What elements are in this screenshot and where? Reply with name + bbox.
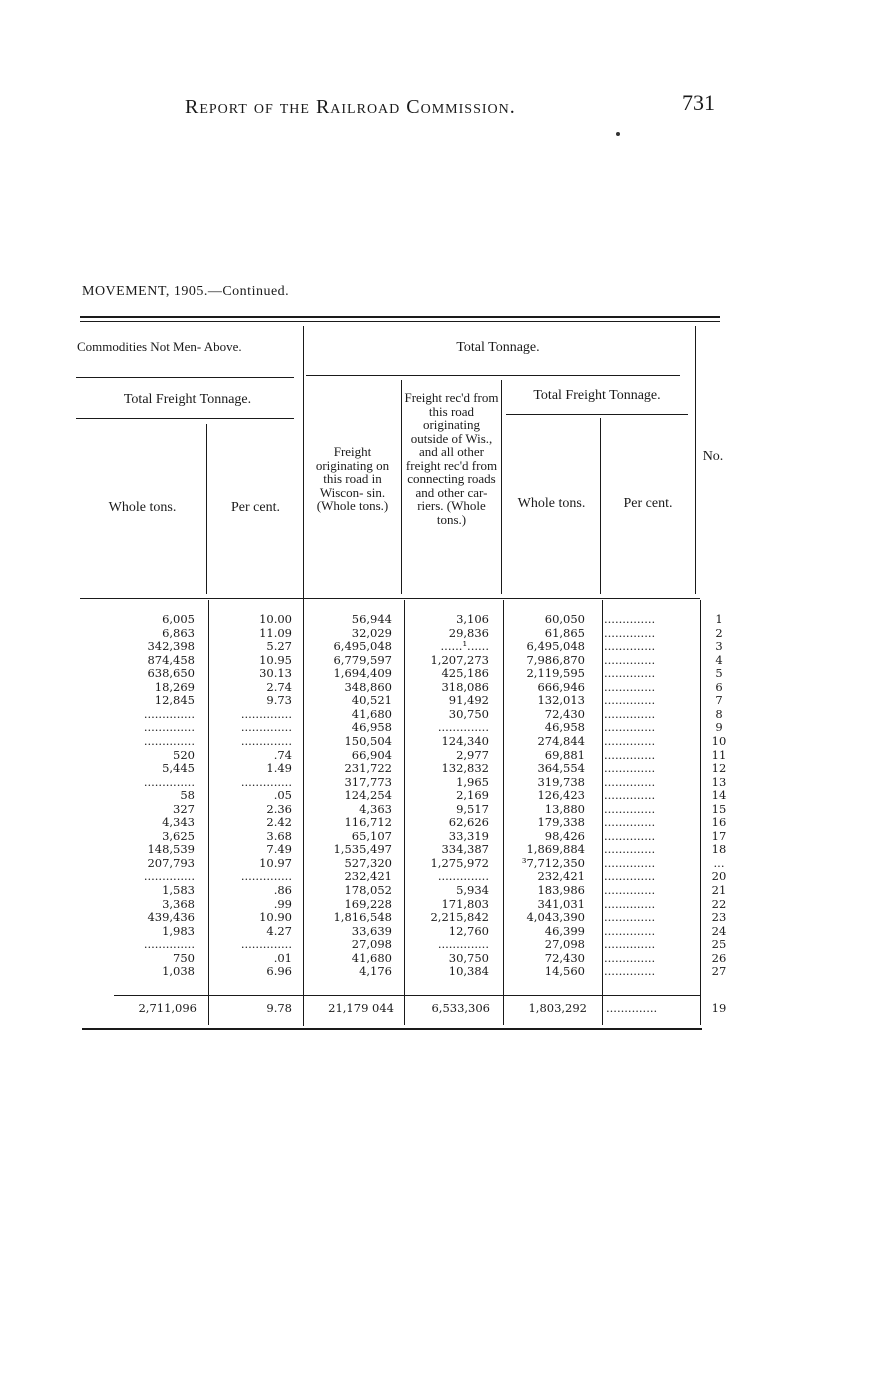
cell-total-whole-tons: 72,430 [544, 706, 585, 721]
cell-received: 33,319 [448, 828, 489, 843]
cell-whole-tons: 638,650 [147, 666, 195, 681]
cell-row-number: 10 [711, 733, 727, 748]
cell-received: 124,340 [441, 733, 489, 748]
cell-originating: 41,680 [351, 950, 392, 965]
cell-per-cent: 2.42 [266, 815, 292, 830]
cell-row-number: 15 [711, 801, 727, 816]
cell-row-number: 6 [715, 679, 723, 694]
cell-whole-tons: 520 [173, 747, 195, 762]
cell-per-cent: .............. [240, 774, 292, 789]
cell-originating: 1,694,409 [333, 666, 392, 681]
cell-originating: 317,773 [344, 774, 392, 789]
cell-originating: 32,029 [351, 625, 392, 640]
cell-originating: 232,421 [344, 869, 392, 884]
cell-total-per-cent: .............. [604, 923, 656, 938]
cell-originating: 65,107 [351, 828, 392, 843]
header-total-freight-right: Total Freight Tonnage. [533, 388, 661, 403]
cell-per-cent: 11.09 [259, 625, 292, 640]
cell-received: 425,186 [441, 666, 489, 681]
total-cell: 19 [711, 1001, 727, 1015]
cell-total-whole-tons: 132,013 [537, 693, 585, 708]
cell-whole-tons: 18,269 [154, 679, 195, 694]
cell-row-number: 14 [711, 788, 727, 803]
header-no: No. [702, 449, 724, 464]
cell-received: 30,750 [448, 950, 489, 965]
cell-total-whole-tons: 1,869,884 [526, 842, 585, 857]
page-number: 731 [682, 90, 715, 115]
cell-received: 1,965 [456, 774, 489, 789]
cell-whole-tons: 1,583 [162, 883, 195, 897]
cell-received: 318,086 [441, 679, 489, 694]
cell-originating: 1,816,548 [333, 910, 392, 925]
cell-received: 29,836 [448, 625, 489, 640]
header-per-cent: Per cent. [231, 500, 280, 515]
cell-received: 91,492 [448, 693, 489, 708]
cell-whole-tons: 6,005 [162, 612, 195, 626]
cell-per-cent: 10.95 [259, 652, 292, 667]
cell-row-number: 7 [715, 693, 723, 708]
cell-total-whole-tons: 179,338 [537, 815, 585, 830]
cell-whole-tons: 327 [173, 801, 195, 816]
header-freight-received: Freight rec'd from this road originating outside of Wis., and all other freight rec'd from connecting roads and other car- riers. (Whole tons.) [404, 390, 499, 527]
cell-row-number: 1 [715, 612, 723, 626]
cell-whole-tons: .............. [143, 720, 195, 735]
cell-received: 132,832 [441, 761, 489, 776]
cell-total-per-cent: .............. [604, 842, 656, 857]
ink-dot [616, 132, 620, 136]
cell-received: .............. [437, 937, 489, 952]
total-cell: .............. [606, 1001, 658, 1015]
cell-total-per-cent: .............. [604, 693, 656, 708]
cell-row-number: 21 [711, 883, 727, 897]
cell-received: 5,934 [456, 883, 489, 897]
cell-total-per-cent: .............. [604, 883, 656, 897]
cell-per-cent: .............. [240, 720, 292, 735]
cell-received: 1,275,972 [430, 855, 489, 870]
cell-per-cent: .............. [240, 733, 292, 748]
cell-per-cent: .86 [273, 883, 292, 897]
cell-per-cent: 10.90 [259, 910, 292, 925]
cell-whole-tons: 1,983 [162, 923, 195, 938]
cell-whole-tons: .............. [143, 774, 195, 789]
cell-row-number: 4 [715, 652, 723, 667]
cell-received: 9,517 [456, 801, 489, 816]
total-cell: 9.78 [266, 1001, 292, 1015]
cell-whole-tons: .............. [143, 937, 195, 952]
cell-originating: 527,320 [344, 855, 392, 870]
total-cell: 1,803,292 [528, 1001, 587, 1015]
cell-row-number: 12 [711, 761, 727, 776]
cell-total-per-cent: .............. [604, 720, 656, 735]
cell-received: 171,803 [441, 896, 489, 911]
cell-per-cent: 30.13 [259, 666, 292, 681]
cell-whole-tons: 3,368 [162, 896, 195, 911]
cell-whole-tons: 148,539 [147, 842, 195, 857]
cell-whole-tons: 342,398 [147, 639, 195, 654]
cell-originating: 348,860 [344, 679, 392, 694]
cell-per-cent: 10.97 [259, 855, 292, 870]
cell-per-cent: 2.36 [266, 801, 292, 816]
cell-total-per-cent: .............. [604, 937, 656, 952]
cell-per-cent: 1.49 [266, 761, 292, 776]
cell-total-whole-tons: 183,986 [537, 883, 585, 897]
cell-total-per-cent: .............. [604, 733, 656, 748]
cell-per-cent: 7.49 [266, 842, 292, 857]
cell-total-whole-tons: 13,880 [544, 801, 585, 816]
cell-total-whole-tons: 2,119,595 [526, 666, 585, 681]
cell-per-cent: 4.27 [266, 923, 292, 938]
cell-per-cent: 9.73 [266, 693, 292, 708]
cell-received: .............. [437, 869, 489, 884]
cell-received: 2,169 [456, 788, 489, 803]
cell-total-whole-tons: 72,430 [544, 950, 585, 965]
cell-row-number: 16 [711, 815, 727, 830]
cell-total-per-cent: .............. [604, 950, 656, 965]
cell-row-number: 22 [711, 896, 727, 911]
cell-row-number: 8 [715, 706, 723, 721]
cell-total-whole-tons: 14,560 [544, 964, 585, 979]
cell-total-per-cent: .............. [604, 625, 656, 640]
cell-per-cent: .01 [273, 950, 292, 965]
total-cell: 2,711,096 [138, 1001, 197, 1015]
cell-total-whole-tons: 46,399 [544, 923, 585, 938]
cell-total-whole-tons: 61,865 [544, 625, 585, 640]
cell-row-number: 13 [711, 774, 727, 789]
cell-per-cent: 6.96 [266, 964, 292, 979]
cell-originating: 56,944 [351, 612, 392, 626]
cell-row-number: 26 [711, 950, 727, 965]
cell-total-whole-tons: 126,423 [537, 788, 585, 803]
cell-total-whole-tons: 46,958 [544, 720, 585, 735]
cell-originating: 178,052 [344, 883, 392, 897]
cell-total-per-cent: .............. [604, 828, 656, 843]
cell-whole-tons: .............. [143, 869, 195, 884]
cell-originating: 41,680 [351, 706, 392, 721]
cell-total-whole-tons: 98,426 [544, 828, 585, 843]
cell-row-number: 5 [715, 666, 723, 681]
cell-total-per-cent: .............. [604, 761, 656, 776]
cell-total-per-cent: .............. [604, 679, 656, 694]
cell-per-cent: 10.00 [259, 612, 292, 626]
cell-originating: 150,504 [344, 733, 392, 748]
cell-whole-tons: 439,436 [147, 910, 195, 925]
cell-row-number: 17 [711, 828, 727, 843]
cell-received: 2,977 [456, 747, 489, 762]
cell-whole-tons: .............. [143, 706, 195, 721]
cell-whole-tons: 207,793 [147, 855, 195, 870]
cell-row-number: 9 [715, 720, 723, 735]
cell-originating: 4,363 [359, 801, 392, 816]
cell-total-per-cent: .............. [604, 706, 656, 721]
cell-whole-tons: .............. [143, 733, 195, 748]
cell-row-number: ... [713, 855, 725, 870]
cell-total-whole-tons: 60,050 [544, 612, 585, 626]
cell-whole-tons: 750 [173, 950, 195, 965]
cell-received: 30,750 [448, 706, 489, 721]
cell-total-per-cent: .............. [604, 910, 656, 925]
cell-total-per-cent: .............. [604, 652, 656, 667]
cell-per-cent: .99 [273, 896, 292, 911]
cell-originating: 4,176 [359, 964, 392, 979]
cell-originating: 66,904 [351, 747, 392, 762]
cell-total-per-cent: .............. [604, 964, 656, 979]
cell-whole-tons: 12,845 [154, 693, 195, 708]
cell-whole-tons: 58 [180, 788, 195, 803]
cell-originating: 124,254 [344, 788, 392, 803]
cell-row-number: 27 [711, 964, 727, 979]
cell-total-whole-tons: 666,946 [537, 679, 585, 694]
cell-row-number: 25 [711, 937, 727, 952]
cell-received: 62,626 [448, 815, 489, 830]
cell-total-per-cent: .............. [604, 774, 656, 789]
cell-originating: 6,779,597 [333, 652, 392, 667]
cell-row-number: 20 [711, 869, 727, 884]
cell-originating: 116,712 [344, 815, 392, 830]
cell-whole-tons: 4,343 [162, 815, 195, 830]
cell-received: .............. [437, 720, 489, 735]
cell-total-per-cent: .............. [604, 869, 656, 884]
cell-whole-tons: 874,458 [147, 652, 195, 667]
cell-row-number: 3 [715, 639, 723, 654]
cell-per-cent: .05 [273, 788, 292, 803]
cell-originating: 46,958 [351, 720, 392, 735]
cell-total-per-cent: .............. [604, 801, 656, 816]
header-per-cent-2: Per cent. [623, 496, 673, 511]
header-total-freight-left: Total Freight Tonnage. [123, 392, 252, 407]
header-commodities: Commodities Not Men- Above. [77, 339, 242, 354]
cell-row-number: 11 [711, 747, 727, 762]
cell-received: 1,207,273 [430, 652, 489, 667]
cell-whole-tons: 5,445 [162, 761, 195, 776]
cell-total-per-cent: .............. [604, 666, 656, 681]
cell-originating: 33,639 [351, 923, 392, 938]
cell-originating: 6,495,048 [333, 639, 392, 654]
running-header: Report of the Railroad Commission. [185, 96, 516, 118]
cell-row-number: 23 [711, 910, 727, 925]
cell-per-cent: .............. [240, 937, 292, 952]
cell-originating: 169,228 [344, 896, 392, 911]
cell-whole-tons: 1,038 [162, 964, 195, 979]
cell-per-cent: 3.68 [266, 828, 292, 843]
cell-total-per-cent: .............. [604, 639, 656, 654]
section-title: MOVEMENT, 1905.—Continued. [82, 284, 290, 299]
total-cell: 21,179 044 [328, 1001, 394, 1015]
header-whole-tons: Whole tons. [108, 500, 177, 515]
cell-row-number: 2 [715, 625, 723, 640]
cell-total-whole-tons: ³7,712,350 [521, 855, 585, 870]
total-cell: 6,533,306 [431, 1001, 490, 1015]
cell-originating: 40,521 [351, 693, 392, 708]
header-total-tonnage: Total Tonnage. [456, 340, 540, 355]
cell-originating: 231,722 [344, 761, 392, 776]
cell-per-cent: .74 [273, 747, 292, 762]
cell-total-per-cent: .............. [604, 747, 656, 762]
cell-total-per-cent: .............. [604, 855, 656, 870]
cell-total-whole-tons: 7,986,870 [526, 652, 585, 667]
cell-total-per-cent: .............. [604, 896, 656, 911]
cell-total-whole-tons: 4,043,390 [526, 910, 585, 925]
header-freight-originating: Freight originating on this road in Wiscon- sin. (Whole tons.) [315, 444, 390, 513]
cell-received: 10,384 [448, 964, 489, 979]
header-whole-tons-2: Whole tons. [517, 496, 586, 511]
cell-per-cent: .............. [240, 706, 292, 721]
cell-received: 2,215,842 [430, 910, 489, 925]
cell-originating: 27,098 [351, 937, 392, 952]
cell-total-whole-tons: 6,495,048 [526, 639, 585, 654]
cell-per-cent: .............. [240, 869, 292, 884]
cell-total-per-cent: .............. [604, 788, 656, 803]
cell-total-whole-tons: 274,844 [537, 733, 585, 748]
cell-received: 3,106 [456, 612, 489, 626]
cell-received: 334,387 [441, 842, 489, 857]
cell-whole-tons: 3,625 [162, 828, 195, 843]
cell-received: 12,760 [448, 923, 489, 938]
cell-total-whole-tons: 341,031 [537, 896, 585, 911]
cell-total-whole-tons: 319,738 [537, 774, 585, 789]
cell-received: ......¹...... [440, 639, 489, 654]
cell-total-whole-tons: 69,881 [544, 747, 585, 762]
cell-per-cent: 5.27 [266, 639, 292, 654]
cell-originating: 1,535,497 [333, 842, 392, 857]
cell-total-whole-tons: 27,098 [544, 937, 585, 952]
cell-row-number: 18 [711, 842, 727, 857]
cell-total-whole-tons: 364,554 [537, 761, 585, 776]
cell-total-per-cent: .............. [604, 815, 656, 830]
cell-total-whole-tons: 232,421 [537, 869, 585, 884]
cell-per-cent: 2.74 [266, 679, 292, 694]
cell-row-number: 24 [711, 923, 727, 938]
cell-total-per-cent: .............. [604, 612, 656, 626]
cell-whole-tons: 6,863 [162, 625, 195, 640]
